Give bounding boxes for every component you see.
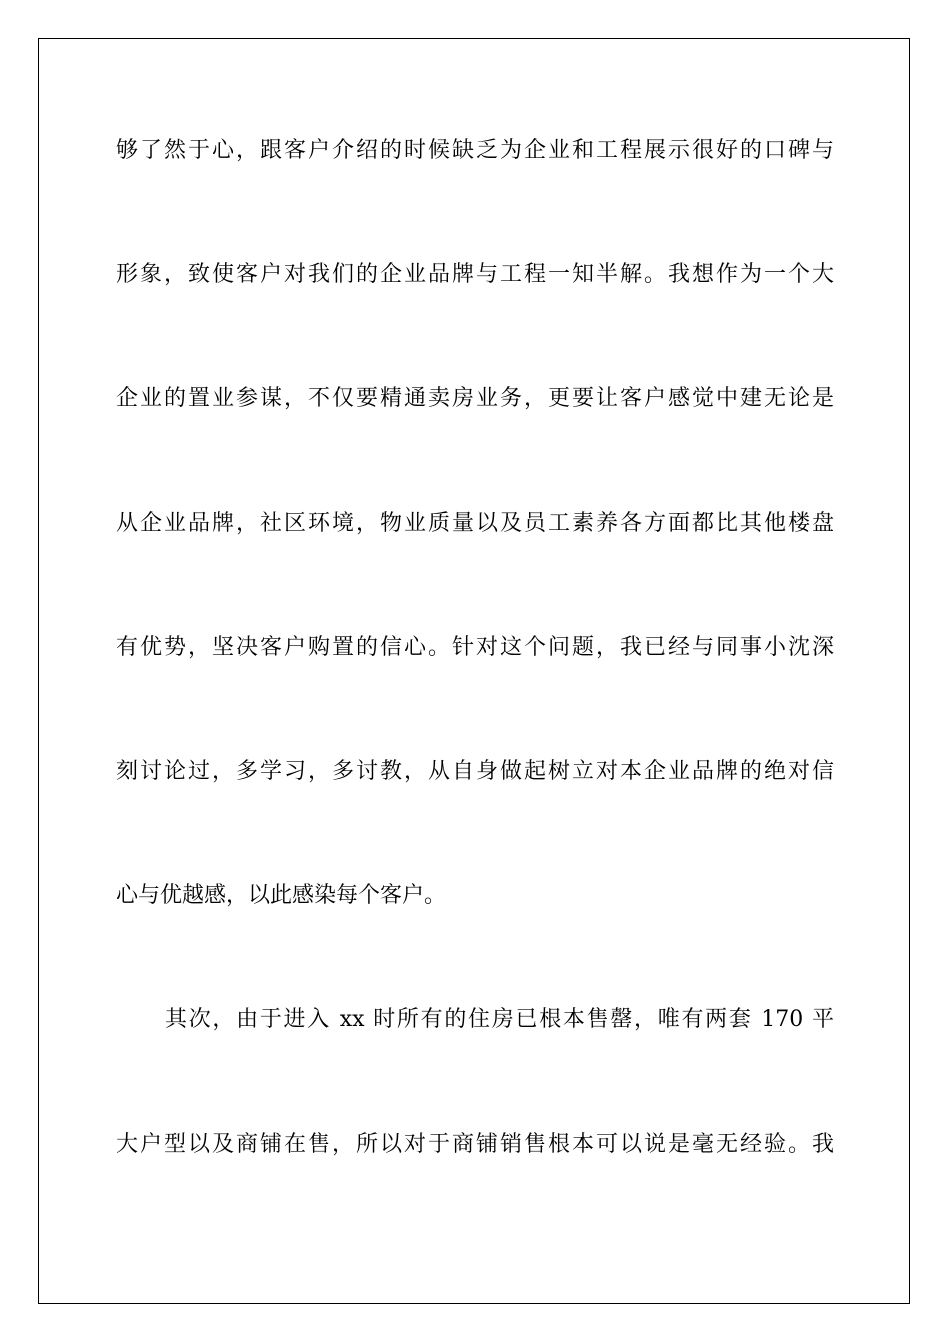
text-line-6: 刻讨论过，多学习，多讨教，从自身做起树立对本企业品牌的绝对信: [116, 759, 834, 784]
page-border: [38, 38, 910, 1304]
text-line-9: 大户型以及商铺在售，所以对于商铺销售根本可以说是毫无经验。我: [116, 1132, 834, 1157]
text-line-5: 有优势，坚决客户购置的信心。针对这个问题，我已经与同事小沈深: [116, 635, 834, 660]
text-line-2: 形象，致使客户对我们的企业品牌与工程一知半解。我想作为一个大: [116, 262, 834, 287]
text-line-3: 企业的置业参谋，不仅要精通卖房业务，更要让客户感觉中建无论是: [116, 386, 834, 411]
text-line-7: 心与优越感，以此感染每个客户。: [116, 883, 447, 908]
text-line-1: 够了然于心，跟客户介绍的时候缺乏为企业和工程展示很好的口碑与: [116, 138, 834, 163]
text-line-8: 其次，由于进入 xx 时所有的住房已根本售罄，唯有两套 170 平: [165, 1007, 834, 1032]
text-line-4: 从企业品牌，社区环境，物业质量以及员工素养各方面都比其他楼盘: [116, 511, 834, 536]
